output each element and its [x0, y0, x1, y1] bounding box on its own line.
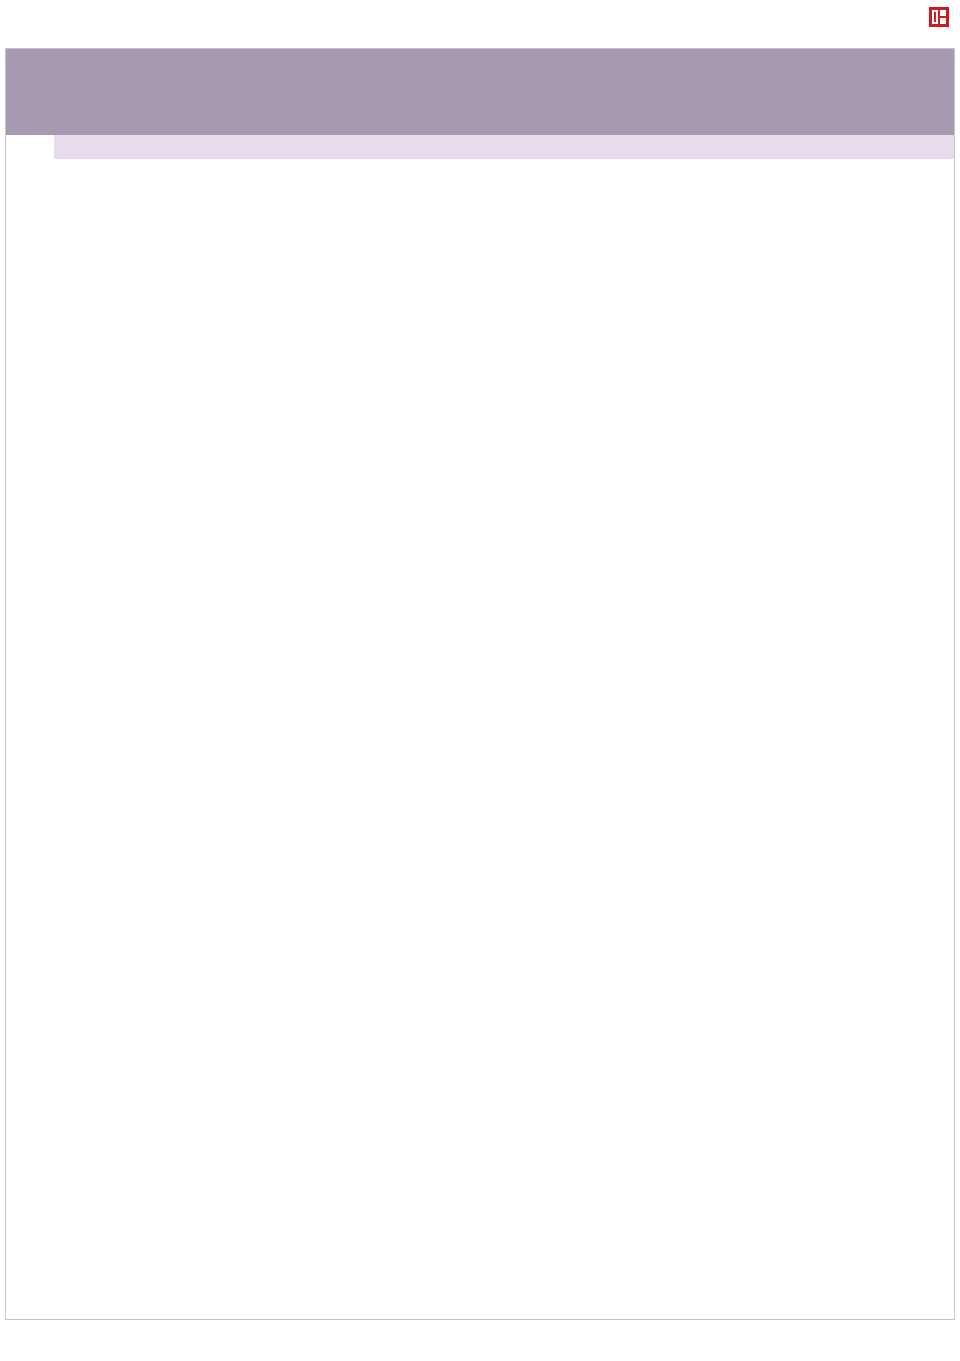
column-headers	[54, 159, 954, 319]
group-title-bar	[54, 135, 954, 159]
legrand-mark-icon	[928, 6, 950, 28]
product-table	[5, 48, 955, 1320]
header-band	[6, 49, 954, 135]
legrand-logo	[928, 2, 954, 32]
